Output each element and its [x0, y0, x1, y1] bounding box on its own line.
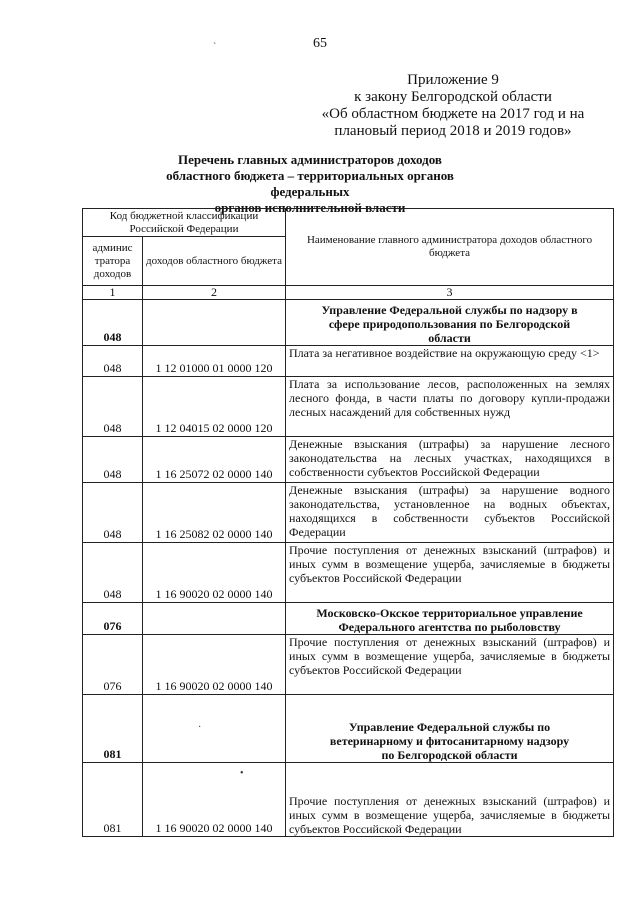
header-name-col: Наименование главного администратора доходов областного бюджета	[286, 209, 614, 286]
heading-line-3: органов исполнительной власти	[214, 200, 406, 215]
admin-code: 048	[83, 483, 143, 543]
table-row	[83, 483, 614, 543]
administrator-name: Московско-Окское территориальное управление Федерального агентства по рыболовству	[286, 603, 614, 635]
revenue-name: Прочие поступления от денежных взысканий (штрафов) и иных сумм в возмещение ущерба, зачисляемые в бюджеты субъектов Российской Федерации	[286, 635, 614, 695]
administrator-name: Управление Федеральной службы по ветеринарному и фитосанитарному надзору по Белгородской области	[286, 695, 614, 763]
revenue-code: 1 12 01000 01 0000 120	[143, 346, 286, 377]
page-number: 65	[313, 36, 327, 51]
revenue-code: 1 12 04015 02 0000 120	[143, 377, 286, 437]
annex-line-3: плановый период 2018 и 2019 годов»	[334, 123, 572, 139]
admin-code: 081	[83, 695, 143, 763]
document-heading	[130, 152, 490, 216]
revenue-name: Плата за негативное воздействие на окружающую среду <1>	[286, 346, 614, 377]
heading-line-2: областного бюджета – территориальных органов федеральных	[166, 168, 454, 199]
administrator-name: Управление Федеральной службы по надзору в сфере природопользования по Белгородской области	[286, 300, 614, 346]
revenue-name: Прочие поступления от денежных взысканий (штрафов) и иных сумм в возмещение ущерба, зачисляемые в бюджеты субъектов Российской Федерации	[286, 763, 614, 837]
revenue-code: 1 16 25072 02 0000 140	[143, 437, 286, 483]
admin-code: 048	[83, 377, 143, 437]
revenue-code: 1 16 25082 02 0000 140	[143, 483, 286, 543]
revenue-code	[143, 300, 286, 346]
table-row	[83, 603, 614, 635]
heading-line-1: Перечень главных администраторов доходов	[178, 152, 442, 167]
revenue-name: Денежные взыскания (штрафы) за нарушение водного законодательства, установленное на водных объектах, находящихся в собственности субъектов Российской Федерации	[286, 483, 614, 543]
revenue-code: 1 16 90020 02 0000 140	[143, 763, 286, 837]
administrators-table	[82, 208, 614, 837]
table-row	[83, 437, 614, 483]
header-group-code: Код бюджетной классификации Российской Федерации	[83, 209, 286, 237]
annex-line-2: «Об областном бюджете на 2017 год и на	[321, 106, 585, 122]
revenue-code	[143, 603, 286, 635]
col-number-1: 1	[83, 286, 143, 300]
table-row	[83, 377, 614, 437]
annex-block	[300, 72, 606, 140]
revenue-name: Плата за использование лесов, расположенных на землях лесного фонда, в части платы по договору купли-продажи лесных насаждений для собственных нужд	[286, 377, 614, 437]
scan-speck: •	[240, 768, 244, 779]
annex-line-1: к закону Белгородской области	[354, 89, 552, 105]
table-row	[83, 695, 614, 763]
header-admin-col: админис тратора доходов	[83, 237, 143, 286]
table-row	[83, 300, 614, 346]
scan-speck: ·	[198, 722, 202, 733]
admin-code: 076	[83, 603, 143, 635]
header-code-col: доходов областного бюджета	[143, 237, 286, 286]
revenue-code: 1 16 90020 02 0000 140	[143, 635, 286, 695]
admin-code: 048	[83, 300, 143, 346]
col-number-2: 2	[143, 286, 286, 300]
table-row	[83, 763, 614, 837]
table-row	[83, 543, 614, 603]
revenue-code: 1 16 90020 02 0000 140	[143, 543, 286, 603]
revenue-code	[143, 695, 286, 763]
scan-speck: `	[213, 42, 217, 53]
revenue-name: Прочие поступления от денежных взысканий (штрафов) и иных сумм в возмещение ущерба, зачисляемые в бюджеты субъектов Российской Федерации	[286, 543, 614, 603]
admin-code: 081	[83, 763, 143, 837]
admin-code: 048	[83, 437, 143, 483]
admin-code: 076	[83, 635, 143, 695]
table-row	[83, 635, 614, 695]
table-row	[83, 346, 614, 377]
revenue-name: Денежные взыскания (штрафы) за нарушение лесного законодательства на лесных участках, находящихся в собственности субъектов Российской Федерации	[286, 437, 614, 483]
admin-code: 048	[83, 543, 143, 603]
admin-code: 048	[83, 346, 143, 377]
annex-title: Приложение 9	[407, 72, 499, 88]
col-number-3: 3	[286, 286, 614, 300]
